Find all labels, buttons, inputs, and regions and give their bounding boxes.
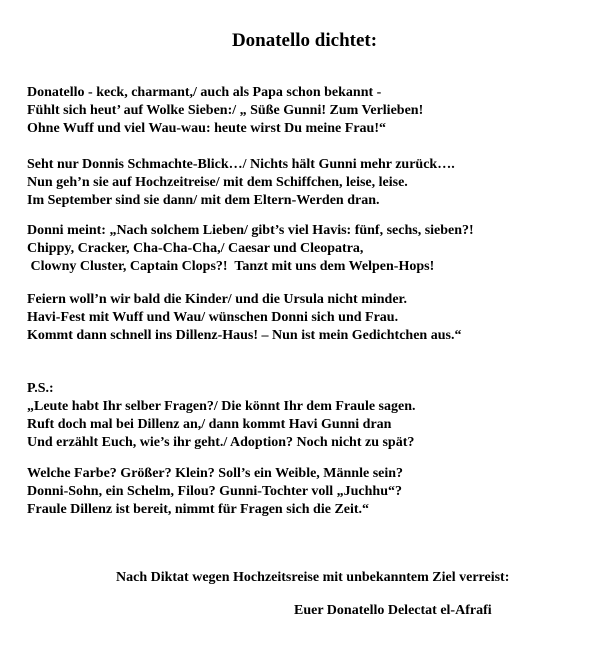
stanza-4: [27, 291, 461, 345]
poem-line: „Leute habt Ihr selber Fragen?/ Die könnt Ihr dem Fraule sagen.: [27, 399, 416, 414]
poem-line: Donatello - keck, charmant,/ auch als Papa schon bekannt -: [27, 85, 382, 100]
poem-line: Welche Farbe? Größer? Klein? Soll’s ein Weible, Männle sein?: [27, 466, 404, 481]
postscript-stanza-2: [27, 465, 403, 519]
stanza-3: [27, 222, 474, 276]
postscript-stanza-1: [27, 398, 416, 452]
closing-note: Nach Diktat wegen Hochzeitsreise mit unbekanntem Ziel verreist:: [116, 570, 510, 585]
poem-line: Kommt dann schnell ins Dillenz-Haus! – Nun ist mein Gedichtchen aus.“: [27, 328, 462, 343]
stanza-2: [27, 156, 455, 210]
poem-line: Chippy, Cracker, Cha-Cha-Cha,/ Caesar und Cleopatra,: [27, 241, 364, 256]
poem-line: Fühlt sich heut’ auf Wolke Sieben:/ „ Süße Gunni! Zum Verlieben!: [27, 103, 424, 118]
poem-line: Donni meint: „Nach solchem Lieben/ gibt’s viel Havis: fünf, sechs, sieben?!: [27, 223, 474, 238]
poem-line: Seht nur Donnis Schmachte-Blick…/ Nichts hält Gunni mehr zurück….: [27, 157, 455, 172]
poem-line: Feiern woll’n wir bald die Kinder/ und die Ursula nicht minder.: [27, 292, 407, 307]
poem-line: Ohne Wuff und viel Wau-wau: heute wirst Du meine Frau!“: [27, 121, 386, 136]
signature: Euer Donatello Delectat el-Afrafi: [294, 603, 492, 618]
poem-line: Fraule Dillenz ist bereit, nimmt für Fragen sich die Zeit.“: [27, 502, 370, 517]
poem-line: Nun geh’n sie auf Hochzeitreise/ mit dem Schiffchen, leise, leise.: [27, 175, 408, 190]
poem-line: Im September sind sie dann/ mit dem Eltern-Werden dran.: [27, 193, 380, 208]
poem-line: Ruft doch mal bei Dillenz an,/ dann kommt Havi Gunni dran: [27, 417, 392, 432]
poem-line: Und erzählt Euch, wie’s ihr geht./ Adoption? Noch nicht zu spät?: [27, 435, 415, 450]
poem-title: Donatello dichtet:: [231, 30, 378, 51]
poem-line: Havi-Fest mit Wuff und Wau/ wünschen Donni sich und Frau.: [27, 310, 399, 325]
stanza-1: [27, 84, 423, 138]
poem-line: Clowny Cluster, Captain Clops?! Tanzt mit uns dem Welpen-Hops!: [27, 259, 435, 274]
postscript-label: P.S.:: [27, 381, 54, 396]
poem-line: Donni-Sohn, ein Schelm, Filou? Gunni-Tochter voll „Juchhu“?: [27, 484, 402, 499]
